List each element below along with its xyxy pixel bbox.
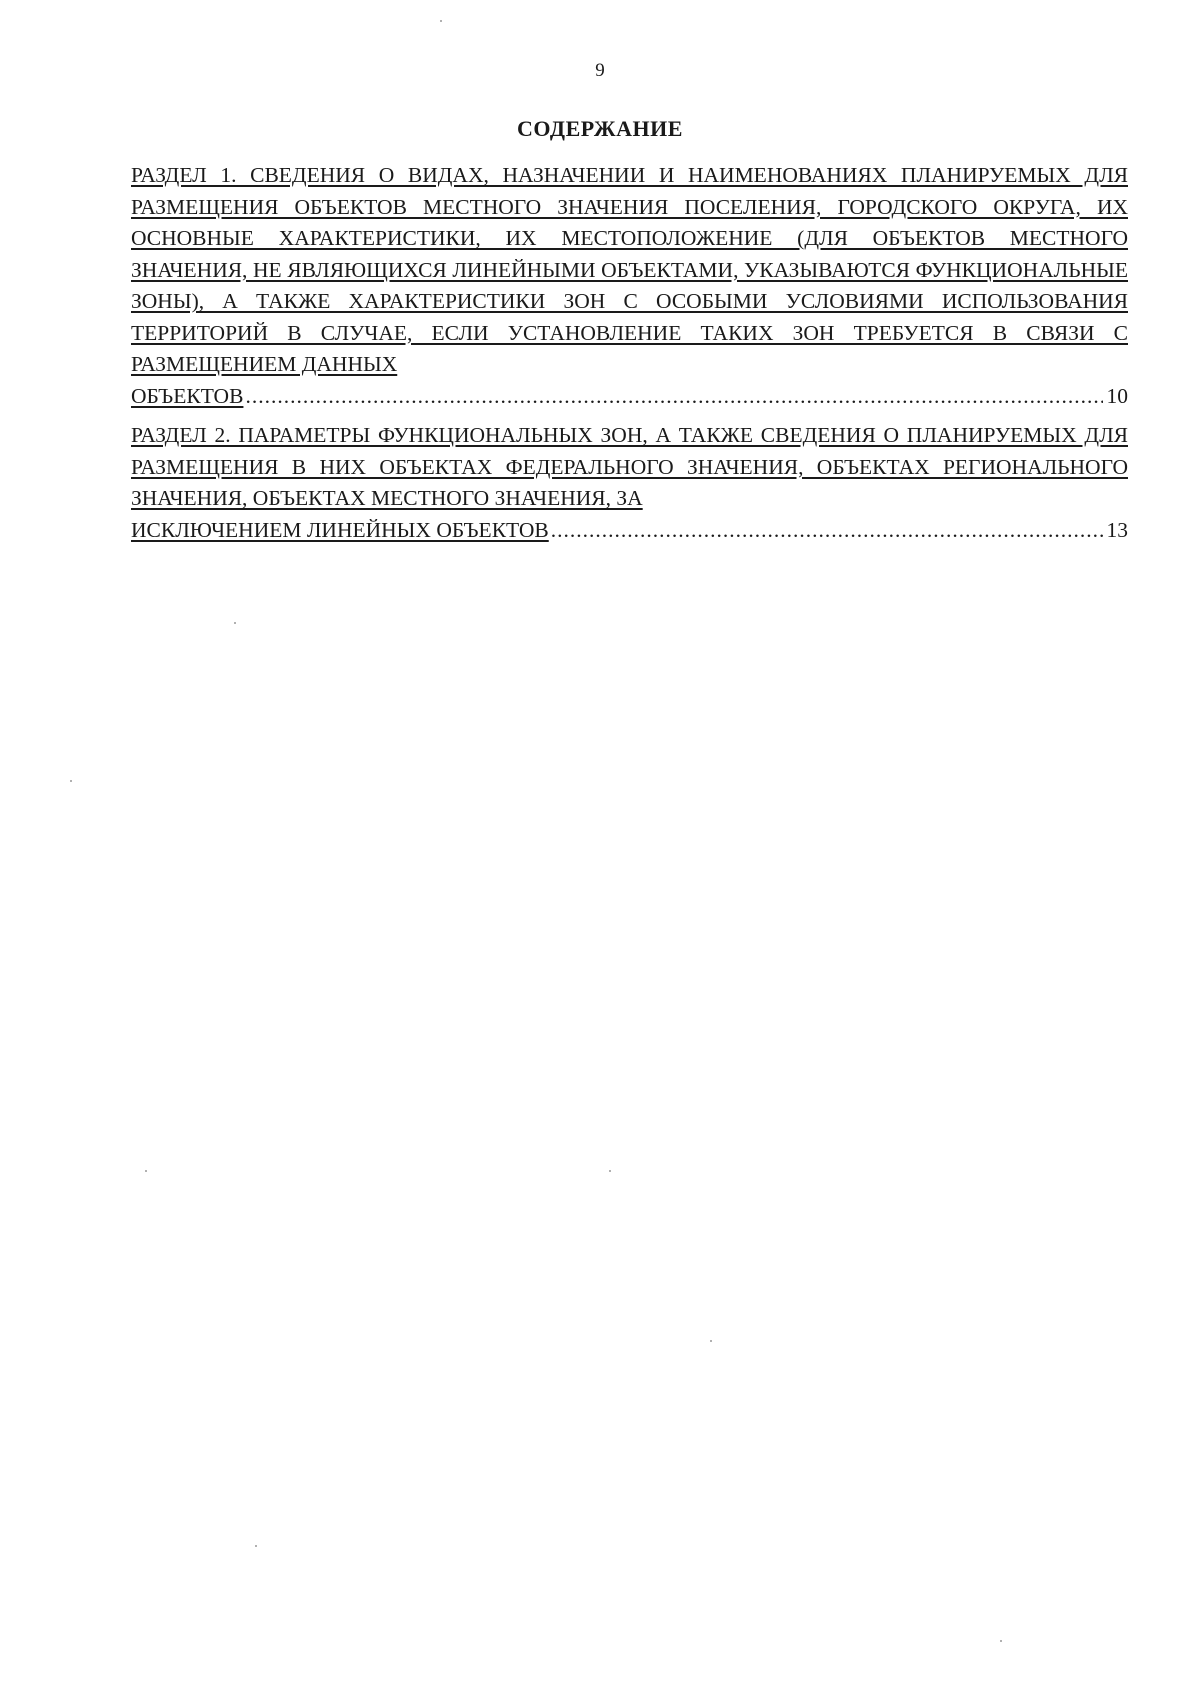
scan-speck [1000, 1640, 1002, 1642]
toc-entry-last-line [131, 515, 1128, 547]
scan-speck [234, 622, 236, 624]
scan-speck [255, 1545, 257, 1547]
dot-leader [245, 381, 1102, 413]
toc-entry-title[interactable]: РАЗДЕЛ 1. СВЕДЕНИЯ О ВИДАХ, НАЗНАЧЕНИИ И НАИМЕНОВАНИЯХ ПЛАНИРУЕМЫХ ДЛЯ РАЗМЕЩЕНИЯ ОБЪЕКТОВ МЕСТНОГО ЗНАЧЕНИЯ ПОСЕЛЕНИЯ, ГОРОДСКОГО ОКРУГА, ИХ ОСНОВНЫЕ ХАРАКТЕРИСТИКИ, ИХ МЕСТОПОЛОЖЕНИЕ (ДЛЯ ОБЪЕКТОВ МЕСТНОГО ЗНАЧЕНИЯ, НЕ ЯВЛЯЮЩИХСЯ ЛИНЕЙНЫМИ ОБЪЕКТАМИ, УКАЗЫВАЮТСЯ ФУНКЦИОНАЛЬНЫЕ ЗОНЫ), А ТАКЖЕ ХАРАКТЕРИСТИКИ ЗОН С ОСОБЫМИ УСЛОВИЯМИ ИСПОЛЬЗОВАНИЯ ТЕРРИТОРИЙ В СЛУЧАЕ, ЕСЛИ УСТАНОВЛЕНИЕ ТАКИХ ЗОН ТРЕБУЕТСЯ В СВЯЗИ С РАЗМЕЩЕНИЕМ ДАННЫХ [131, 163, 1128, 376]
dot-leader [551, 515, 1103, 547]
scan-speck [440, 20, 442, 22]
scan-speck [70, 780, 72, 782]
toc-entry-section-1[interactable] [131, 160, 1128, 412]
page-number: 9 [595, 60, 605, 81]
toc-entry-title[interactable]: РАЗДЕЛ 2. ПАРАМЕТРЫ ФУНКЦИОНАЛЬНЫХ ЗОН, А ТАКЖЕ СВЕДЕНИЯ О ПЛАНИРУЕМЫХ ДЛЯ РАЗМЕЩЕНИЯ В НИХ ОБЪЕКТАХ ФЕДЕРАЛЬНОГО ЗНАЧЕНИЯ, ОБЪЕКТАХ РЕГИОНАЛЬНОГО ЗНАЧЕНИЯ, ОБЪЕКТАХ МЕСТНОГО ЗНАЧЕНИЯ, ЗА [131, 423, 1128, 510]
toc-entry-last-line [131, 381, 1128, 413]
toc-entry-section-2[interactable] [131, 420, 1128, 546]
scan-speck [710, 1340, 712, 1342]
toc-title: СОДЕРЖАНИЕ [517, 116, 683, 141]
toc-entry-title-tail[interactable]: ИСКЛЮЧЕНИЕМ ЛИНЕЙНЫХ ОБЪЕКТОВ [131, 517, 549, 542]
toc-entry-page[interactable]: 13 [1106, 517, 1128, 542]
scan-speck [609, 1170, 611, 1172]
table-of-contents [131, 160, 1128, 554]
toc-entry-title-tail[interactable]: ОБЪЕКТОВ [131, 383, 244, 408]
toc-entry-page[interactable]: 10 [1106, 383, 1128, 408]
scan-speck [145, 1170, 147, 1172]
